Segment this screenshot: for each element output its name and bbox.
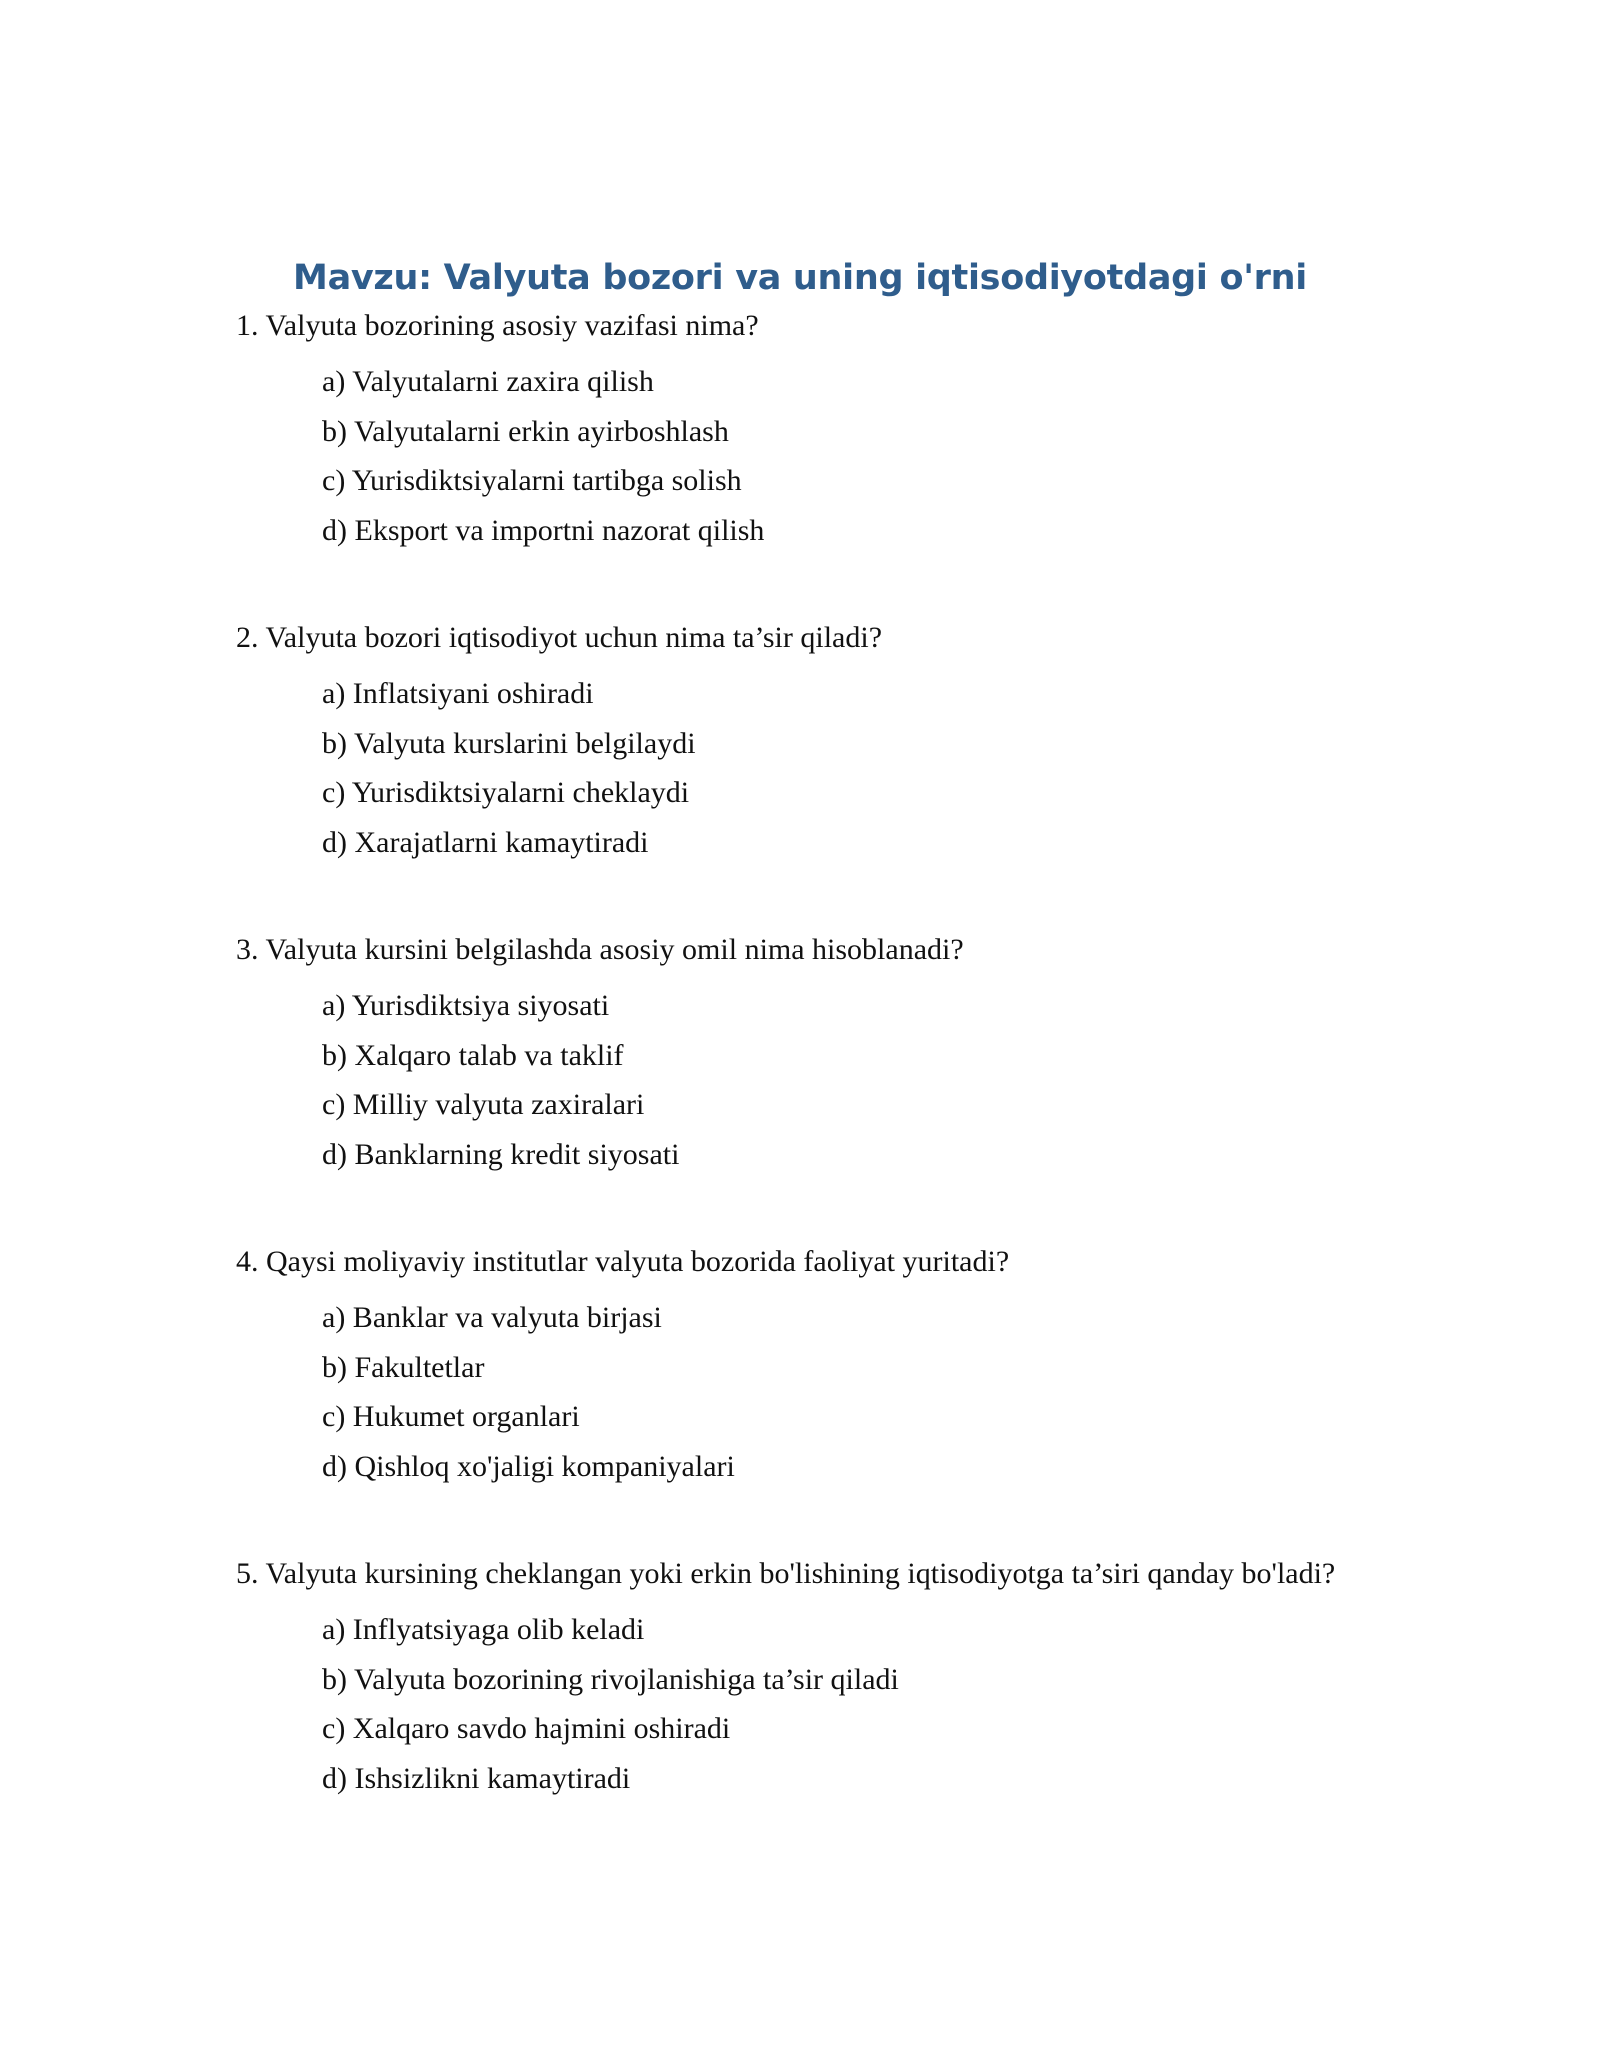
option-d: d) Banklarning kredit siyosati [322,1137,680,1171]
question-text: 2. Valyuta bozori iqtisodiyot uchun nima ta’sir qiladi? [236,621,883,654]
option-c: c) Xalqaro savdo hajmini oshiradi [322,1712,731,1745]
option-d: d) Qishloq xo'jaligi kompaniyalari [322,1449,735,1483]
option-list [236,1605,1336,1803]
option-c: c) Yurisdiktsiyalarni tartibga solish [322,464,742,497]
option-c: c) Hukumet organlari [322,1400,580,1433]
page-title: Mavzu: Valyuta bozori va uning iqtisodiyotdagi o'rni [293,258,1307,298]
option-b: b) Valyutalarni erkin ayirboshlash [322,414,729,448]
option-a: a) Inflatsiyani oshiradi [322,677,594,710]
option-d: d) Ishsizlikni kamaytiradi [322,1761,631,1795]
question-1 [236,305,1336,555]
option-b: b) Fakultetlar [322,1350,485,1384]
question-5 [236,1553,1336,1803]
question-list [236,305,1336,1865]
option-list [236,357,1336,555]
question-2 [236,617,1336,867]
option-b: b) Xalqaro talab va taklif [322,1038,624,1072]
option-list [236,669,1336,867]
option-a: a) Banklar va valyuta birjasi [322,1301,662,1334]
option-list [236,981,1336,1179]
option-d: d) Eksport va importni nazorat qilish [322,513,765,547]
question-3 [236,929,1336,1179]
option-a: a) Valyutalarni zaxira qilish [322,365,654,398]
option-b: b) Valyuta bozorining rivojlanishiga ta’sir qiladi [322,1662,899,1696]
option-b: b) Valyuta kurslarini belgilaydi [322,726,696,760]
option-c: c) Milliy valyuta zaxiralari [322,1088,645,1121]
question-4 [236,1241,1336,1491]
question-text: 4. Qaysi moliyaviy institutlar valyuta bozorida faoliyat yuritadi? [236,1245,1010,1278]
option-list [236,1293,1336,1491]
option-d: d) Xarajatlarni kamaytiradi [322,825,649,859]
question-text: 5. Valyuta kursining cheklangan yoki erkin bo'lishining iqtisodiyotga ta’siri qanday bo'ladi? [236,1557,1336,1590]
option-a: a) Inflyatsiyaga olib keladi [322,1613,645,1646]
option-c: c) Yurisdiktsiyalarni cheklaydi [322,776,690,809]
question-text: 3. Valyuta kursini belgilashda asosiy omil nima hisoblanadi? [236,933,964,966]
question-text: 1. Valyuta bozorining asosiy vazifasi nima? [236,309,759,342]
option-a: a) Yurisdiktsiya siyosati [322,989,610,1022]
